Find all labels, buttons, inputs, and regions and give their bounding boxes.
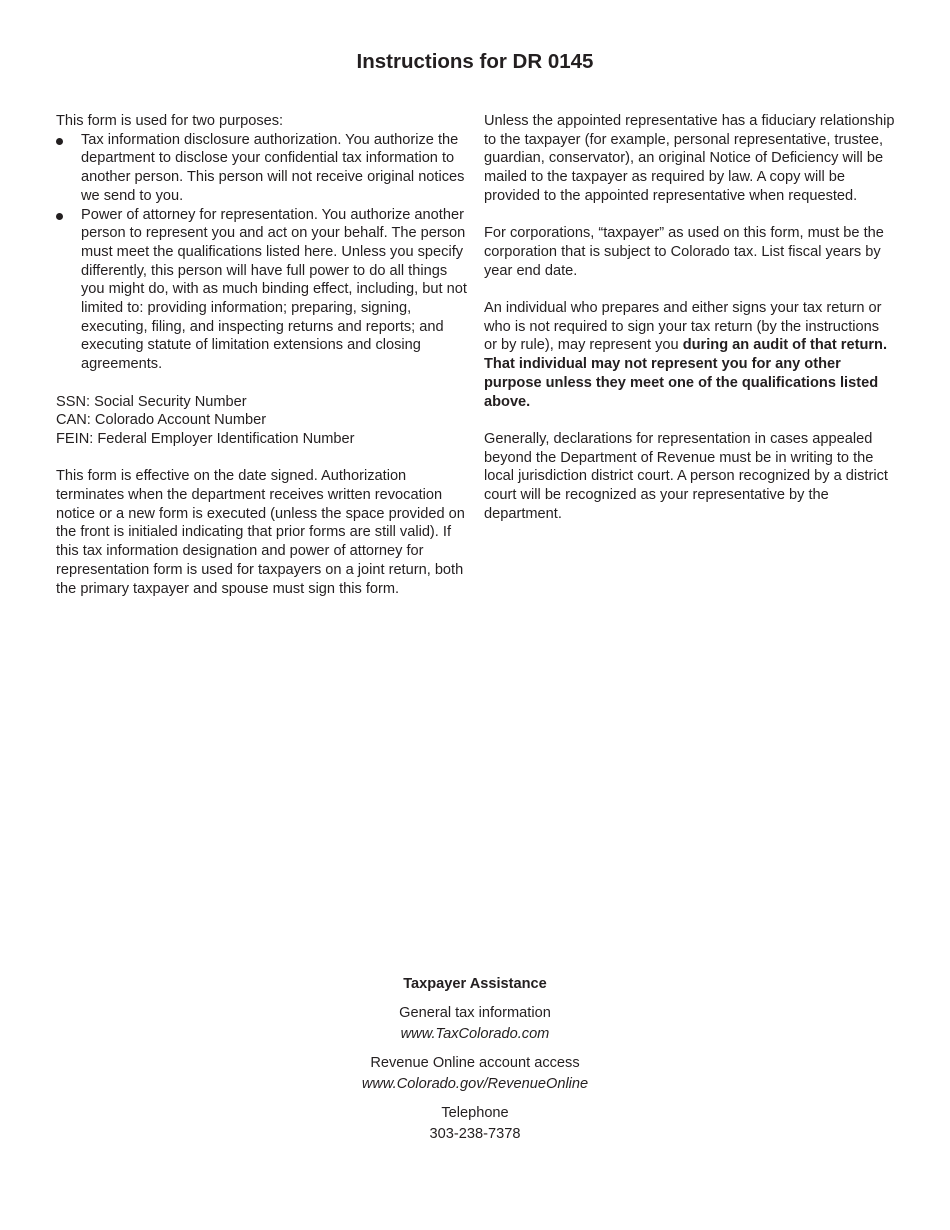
preparer-paragraph xyxy=(484,299,896,411)
purpose-item-disclosure xyxy=(56,131,471,206)
general-info-block xyxy=(0,1003,950,1045)
purpose-item-power-of-attorney xyxy=(56,206,471,374)
abbreviation-can: CAN: Colorado Account Number xyxy=(56,412,267,429)
effective-date-paragraph: This form is effective on the date signed. Authorization terminates when the department receives written revocation notice or a new form is executed (unless the space provided on the front is initialed indicating that prior forms are still valid). If this tax information designation and power of attorney for representation form is used for taxpayers on a joint return, both the primary taxpayer and spouse must sign this form. xyxy=(56,468,465,597)
corporations-paragraph: For corporations, “taxpayer” as used on this form, must be the corporation that is subject to Colorado tax. List fiscal years by year end date. xyxy=(484,225,884,279)
telephone-number: 303-238-7378 xyxy=(429,1126,521,1142)
purpose-text: Power of attorney for representation. You authorize another person to represent you and act on your behalf. The person must meet the qualifications listed here. Unless you specify differently, this person will have full power to do all things you might do, with as much binding effect, including, but not limited to: providing information; preparing, signing, executing, filing, and inspecting returns and reports; and executing statute of limitation extensions and closing agreements. xyxy=(81,206,467,373)
abbreviation-fein: FEIN: Federal Employer Identification Number xyxy=(56,430,355,447)
abbreviation-ssn: SSN: Social Security Number xyxy=(56,393,247,410)
preparer-text: An individual who prepares and either signs your tax return or who is not required to sign your tax return (by the instructions or by rule), may represent you xyxy=(484,300,882,354)
intro-text: This form is used for two purposes: xyxy=(56,113,284,129)
telephone-label: Telephone xyxy=(441,1105,509,1121)
general-info-link[interactable]: www.TaxColorado.com xyxy=(400,1026,550,1042)
purpose-text: Tax information disclosure authorization. You authorize the department to disclose your confidential tax information to another person. This person will not receive original notices we send to you. xyxy=(81,131,465,204)
abbreviation-list xyxy=(56,393,471,449)
left-column xyxy=(56,112,471,598)
bullet-icon xyxy=(56,213,63,220)
revenue-online-link[interactable]: www.Colorado.gov/RevenueOnline xyxy=(361,1076,589,1092)
telephone-block xyxy=(0,1103,950,1145)
revenue-online-label: Revenue Online account access xyxy=(370,1055,580,1071)
right-column xyxy=(484,112,896,523)
assistance-heading: Taxpayer Assistance xyxy=(403,976,547,992)
purpose-list xyxy=(56,131,471,374)
general-info-label: General tax information xyxy=(399,1005,551,1021)
fiduciary-paragraph: Unless the appointed representative has a fiduciary relationship to the taxpayer (for example, personal representative, trustee, guardian, conservator), an original Notice of Deficiency will be mailed to the taxpayer as required by law. A copy will be provided to the appointed representative when requested. xyxy=(484,113,895,204)
preparer-bold-text: during an audit of that return. That individual may not represent you for any other purpose unless they meet one of the qualifications listed above. xyxy=(484,337,888,410)
bullet-icon xyxy=(56,138,63,145)
page-title: Instructions for DR 0145 xyxy=(356,50,594,73)
revenue-online-block xyxy=(0,1053,950,1095)
court-paragraph: Generally, declarations for representation in cases appealed beyond the Department of Revenue must be in writing to the local jurisdiction district court. A person recognized by a district court will be recognized as your representative by the department. xyxy=(484,430,888,522)
taxpayer-assistance xyxy=(0,974,950,1153)
